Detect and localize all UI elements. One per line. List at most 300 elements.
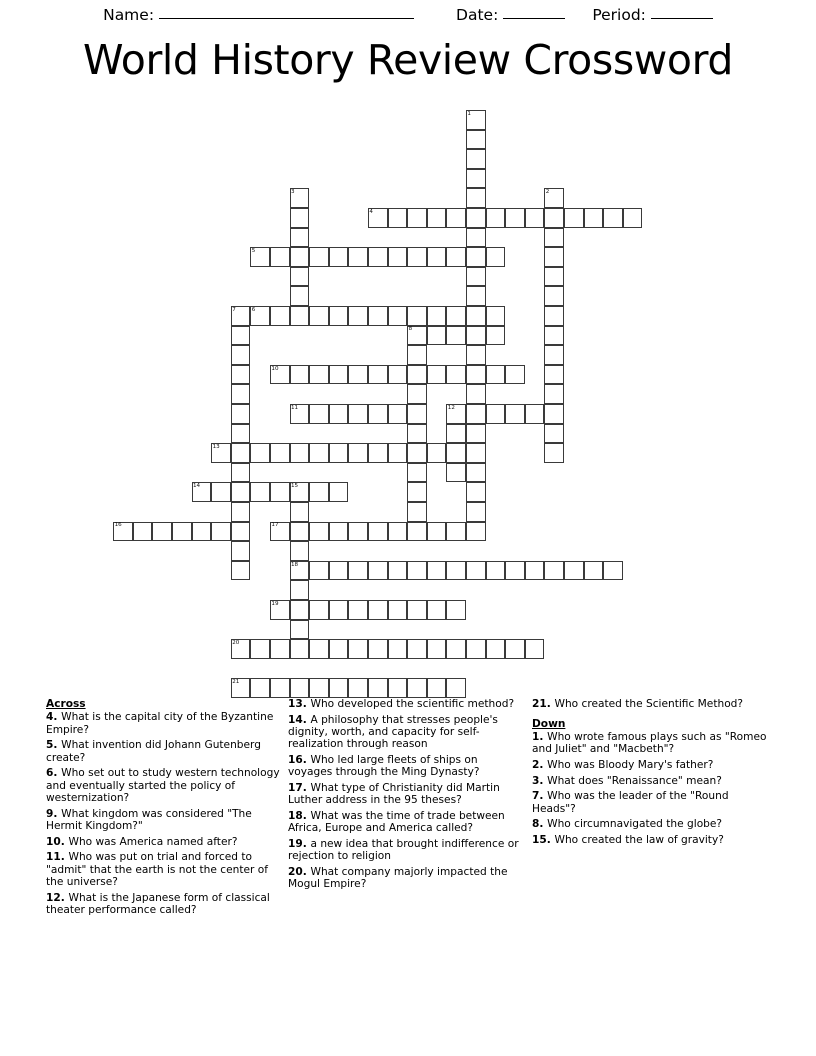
crossword-cell[interactable] [368,522,388,542]
crossword-cell[interactable] [466,424,486,444]
crossword-cell[interactable] [466,326,486,346]
crossword-cell[interactable] [407,326,427,346]
crossword-cell[interactable] [329,639,349,659]
crossword-cell[interactable] [329,365,349,385]
crossword-cell[interactable] [544,247,564,267]
down-heading: Down [532,717,566,730]
crossword-cell[interactable] [486,365,506,385]
crossword-cell[interactable] [231,678,251,698]
crossword-cell[interactable] [446,639,466,659]
crossword-cell[interactable] [348,306,368,326]
crossword-cell[interactable] [446,463,466,483]
cell-number-16: 16 [114,522,122,529]
crossword-cell[interactable] [231,522,251,542]
crossword-cell[interactable] [623,208,643,228]
crossword-cell[interactable] [368,678,388,698]
clue-number: 14. [288,713,311,726]
clue-text: What is the Japanese form of classical theater performance called? [46,891,270,917]
clue-item [532,790,772,815]
crossword-cell[interactable] [388,443,408,463]
crossword-cell[interactable] [427,678,447,698]
crossword-cell[interactable] [486,404,506,424]
crossword-cell[interactable] [329,404,349,424]
crossword-cell[interactable] [407,404,427,424]
clue-item [46,851,286,888]
crossword-cell[interactable] [427,600,447,620]
crossword-cell[interactable] [231,541,251,561]
crossword-cell[interactable] [270,639,290,659]
crossword-cell[interactable] [466,365,486,385]
clue-text: Who wrote famous plays such as "Romeo and Juliet" and "Macbeth"? [532,731,767,756]
crossword-cell[interactable] [133,522,153,542]
crossword-cell[interactable] [290,482,310,502]
crossword-cell[interactable] [329,522,349,542]
crossword-cell[interactable] [348,639,368,659]
crossword-cell[interactable] [368,208,388,228]
cell-number-17: 17 [271,522,279,529]
crossword-cell[interactable] [309,561,329,581]
cell-number-15: 15 [291,483,299,490]
crossword-cell[interactable] [486,306,506,326]
clue-text: What was the time of trade between Africa, Europe and America called? [288,810,505,835]
crossword-cell[interactable] [466,561,486,581]
crossword-cell[interactable] [446,522,466,542]
clue-text: Who developed the scientific method? [310,698,515,710]
crossword-cell[interactable] [388,561,408,581]
crossword-cell[interactable] [564,561,584,581]
crossword-cell[interactable] [231,326,251,346]
crossword-cell[interactable] [466,522,486,542]
crossword-cell[interactable] [368,639,388,659]
crossword-cell[interactable] [603,208,623,228]
cell-number-8: 8 [408,326,413,333]
crossword-cell[interactable] [427,443,447,463]
crossword-cell[interactable] [290,561,310,581]
clue-text: a new idea that brought indifference or rejection to religion [288,838,519,863]
crossword-cell[interactable] [368,404,388,424]
crossword-cell[interactable] [348,443,368,463]
crossword-cell[interactable] [388,522,408,542]
crossword-cell[interactable] [290,620,310,640]
crossword-cell[interactable] [329,443,349,463]
crossword-cell[interactable] [544,365,564,385]
clue-number: 7. [532,790,548,803]
crossword-cell[interactable] [486,639,506,659]
crossword-cell[interactable] [446,561,466,581]
clue-item [532,834,772,846]
crossword-cell[interactable] [544,267,564,287]
clue-text: Who created the law of gravity? [554,833,724,846]
crossword-cell[interactable] [348,404,368,424]
cell-number-7: 7 [232,306,236,313]
crossword-cell[interactable] [348,365,368,385]
crossword-cell[interactable] [407,247,427,267]
crossword-cell[interactable] [466,306,486,326]
clue-number: 11. [46,851,69,864]
cell-number-10: 10 [271,365,279,372]
cell-number-5: 5 [251,248,256,254]
crossword-cell[interactable] [348,522,368,542]
cell-number-13: 13 [212,444,220,450]
crossword-cell[interactable] [368,247,388,267]
crossword-cell[interactable] [270,247,290,267]
crossword-cell[interactable] [544,404,564,424]
crossword-cell[interactable] [290,404,310,424]
crossword-cell[interactable] [544,188,564,208]
crossword-cell[interactable] [544,286,564,306]
crossword-cell[interactable] [446,424,466,444]
across-heading: Across [46,698,86,710]
crossword-cell[interactable] [446,404,466,424]
crossword-cell[interactable] [466,482,486,502]
crossword-cell[interactable] [290,306,310,326]
crossword-cell[interactable] [544,345,564,365]
cell-number-18: 18 [291,561,299,568]
crossword-cell[interactable] [388,678,408,698]
crossword-cell[interactable] [309,306,329,326]
crossword-cell[interactable] [309,482,329,502]
crossword-cell[interactable] [466,188,486,208]
crossword-cell[interactable] [290,541,310,561]
clue-text: Who set out to study western technology and eventually started the policy of westernization? [46,767,280,805]
crossword-cell[interactable] [525,208,545,228]
crossword-cell[interactable] [270,306,290,326]
crossword-cell[interactable] [466,267,486,287]
crossword-cell[interactable] [427,365,447,385]
period-blank-line[interactable] [651,18,713,19]
crossword-cell[interactable] [388,639,408,659]
crossword-cell[interactable] [466,208,486,228]
crossword-cell[interactable] [231,345,251,365]
crossword-cell[interactable] [486,208,506,228]
crossword-cell[interactable] [446,365,466,385]
clue-text: Who was Bloody Mary's father? [547,759,714,771]
crossword-cell[interactable] [427,561,447,581]
crossword-cell[interactable] [309,365,329,385]
crossword-cell[interactable] [231,384,251,404]
crossword-cell[interactable] [309,639,329,659]
crossword-cell[interactable] [211,522,231,542]
crossword-cell[interactable] [329,306,349,326]
crossword-cell[interactable] [388,306,408,326]
clue-number: 15. [532,833,555,846]
clue-text: What does "Renaissance" mean? [547,774,722,787]
crossword-cell[interactable] [486,247,506,267]
crossword-cell[interactable] [407,522,427,542]
crossword-cell[interactable] [290,522,310,542]
clues-section [0,698,816,968]
crossword-cell[interactable] [407,443,427,463]
crossword-cell[interactable] [407,502,427,522]
crossword-cell[interactable] [446,247,466,267]
clue-item [532,698,772,710]
cell-number-6: 6 [251,306,256,313]
crossword-cell[interactable] [603,561,623,581]
crossword-cell[interactable] [290,188,310,208]
crossword-cell[interactable] [290,580,310,600]
clue-item [46,739,286,764]
crossword-cell[interactable] [466,228,486,248]
crossword-cell[interactable] [466,443,486,463]
crossword-cell[interactable] [270,600,290,620]
crossword-cell[interactable] [172,522,192,542]
crossword-cell[interactable] [270,482,290,502]
crossword-cell[interactable] [309,404,329,424]
crossword-cell[interactable] [388,404,408,424]
crossword-cell[interactable] [348,600,368,620]
crossword-cell[interactable] [525,404,545,424]
crossword-cell[interactable] [544,424,564,444]
crossword-cell[interactable] [388,247,408,267]
crossword-cell[interactable] [348,561,368,581]
crossword-cell[interactable] [329,678,349,698]
crossword-cell[interactable] [446,678,466,698]
crossword-cell[interactable] [290,365,310,385]
crossword-cell[interactable] [250,443,270,463]
crossword-cell[interactable] [427,247,447,267]
clue-item [288,866,523,891]
crossword-cell[interactable] [290,286,310,306]
crossword-cell[interactable] [466,384,486,404]
clue-text: Who was the leader of the "Round Heads"? [532,790,729,815]
crossword-cell[interactable] [290,502,310,522]
crossword-cell[interactable] [348,247,368,267]
crossword-cell[interactable] [270,443,290,463]
clue-text: What type of Christianity did Martin Luther address in the 95 theses? [288,782,500,807]
crossword-cell[interactable] [388,600,408,620]
crossword-cell[interactable] [446,306,466,326]
crossword-cell[interactable] [388,208,408,228]
clue-text: Who created the Scientific Method? [554,698,744,710]
clue-item [46,767,286,804]
clue-text: What invention did Johann Gutenberg create? [46,739,261,764]
crossword-cell[interactable] [446,208,466,228]
cell-number-19: 19 [271,600,279,607]
crossword-cell[interactable] [407,600,427,620]
clue-item [46,711,286,736]
crossword-cell[interactable] [505,639,525,659]
crossword-cell[interactable] [368,443,388,463]
crossword-cell[interactable] [329,482,349,502]
crossword-cell[interactable] [525,639,545,659]
crossword-cell[interactable] [368,365,388,385]
worksheet-header [0,0,816,30]
crossword-cell[interactable] [231,424,251,444]
crossword-cell[interactable] [407,306,427,326]
crossword-cell[interactable] [427,522,447,542]
crossword-cell[interactable] [309,600,329,620]
crossword-cell[interactable] [505,561,525,581]
crossword-cell[interactable] [309,443,329,463]
crossword-cell[interactable] [427,639,447,659]
page-title: World History Review Crossword [83,36,733,84]
clue-number: 16. [288,754,311,766]
crossword-cell[interactable] [348,678,368,698]
crossword-cell[interactable] [407,561,427,581]
crossword-cell[interactable] [231,365,251,385]
crossword-cell[interactable] [466,247,486,267]
crossword-cell[interactable] [290,228,310,248]
crossword-cell[interactable] [466,463,486,483]
clue-number: 18. [288,810,311,822]
crossword-cell[interactable] [446,600,466,620]
cell-number-2: 2 [545,189,550,196]
crossword-cell[interactable] [270,365,290,385]
crossword-cell[interactable] [466,502,486,522]
crossword-cell[interactable] [466,110,486,130]
crossword-cell[interactable] [329,600,349,620]
clue-number: 6. [46,767,62,780]
period-field [592,6,713,24]
crossword-cell[interactable] [388,365,408,385]
crossword-cell[interactable] [192,522,212,542]
crossword-cell[interactable] [407,208,427,228]
crossword-cell[interactable] [486,561,506,581]
crossword-cell[interactable] [544,384,564,404]
crossword-cell[interactable] [290,443,310,463]
crossword-cell[interactable] [466,404,486,424]
crossword-cell[interactable] [544,228,564,248]
crossword-cell[interactable] [427,208,447,228]
clue-item [288,838,523,863]
crossword-cell[interactable] [427,306,447,326]
clue-text: Who was America named after? [68,835,238,848]
crossword-cell[interactable] [309,678,329,698]
clue-text: Who circumnavigated the globe? [547,818,723,831]
crossword-cell[interactable] [231,639,251,659]
crossword-cell[interactable] [544,208,564,228]
date-label: Date: [456,6,499,24]
crossword-cell[interactable] [231,502,251,522]
crossword-cell[interactable] [505,404,525,424]
crossword-cell[interactable] [231,482,251,502]
crossword-cell[interactable] [407,678,427,698]
crossword-cell[interactable] [329,247,349,267]
crossword-cell[interactable] [544,306,564,326]
clue-text: Who was put on trial and forced to "admit" that the earth is not the center of the universe? [46,851,268,889]
crossword-cell[interactable] [329,561,349,581]
crossword-cell[interactable] [270,678,290,698]
crossword-cell[interactable] [290,208,310,228]
crossword-cell[interactable] [250,482,270,502]
crossword-cell[interactable] [290,267,310,287]
clue-item [288,810,523,835]
cell-number-12: 12 [447,404,455,411]
crossword-cell[interactable] [231,561,251,581]
crossword-cell[interactable] [407,463,427,483]
crossword-cell[interactable] [368,561,388,581]
crossword-cell[interactable] [505,208,525,228]
crossword-cell[interactable] [211,482,231,502]
crossword-cell[interactable] [466,149,486,169]
clue-text: What kingdom was considered "The Hermit Kingdom?" [46,807,252,833]
clue-number: 2. [532,759,548,771]
clue-item [532,818,772,830]
name-blank-line[interactable] [159,18,414,19]
crossword-cell[interactable] [250,639,270,659]
crossword-cell[interactable] [192,482,212,502]
crossword-cell[interactable] [250,247,270,267]
crossword-cell[interactable] [368,306,388,326]
crossword-cell[interactable] [584,561,604,581]
crossword-cell[interactable] [544,561,564,581]
crossword-cell[interactable] [407,482,427,502]
crossword-cell[interactable] [290,247,310,267]
clue-number: 13. [288,698,311,710]
crossword-cell[interactable] [584,208,604,228]
crossword-cell[interactable] [466,169,486,189]
crossword-cell[interactable] [466,286,486,306]
name-field [103,6,414,24]
clue-item [532,731,772,756]
crossword-cell[interactable] [407,384,427,404]
clue-text: Who led large fleets of ships on voyages through the Ming Dynasty? [288,754,480,779]
clue-item [46,892,286,917]
clue-number: 8. [532,818,548,831]
crossword-cell[interactable] [407,365,427,385]
crossword-cell[interactable] [505,365,525,385]
crossword-cell[interactable] [290,600,310,620]
clue-number: 5. [46,739,62,752]
crossword-cell[interactable] [211,443,231,463]
cell-number-20: 20 [232,640,240,646]
period-label: Period: [592,6,646,24]
crossword-cell[interactable] [368,600,388,620]
crossword-cell[interactable] [466,345,486,365]
crossword-cell[interactable] [407,345,427,365]
clue-number: 21. [532,698,555,710]
crossword-cell[interactable] [231,404,251,424]
cell-number-3: 3 [291,189,295,196]
crossword-cell[interactable] [231,463,251,483]
crossword-cell[interactable] [446,443,466,463]
crossword-cell[interactable] [486,326,506,346]
date-blank-line[interactable] [503,18,565,19]
clue-text: What company majorly impacted the Mogul Empire? [288,866,508,891]
cell-number-1: 1 [467,110,471,117]
name-label: Name: [103,6,155,24]
crossword-cell[interactable] [466,639,486,659]
crossword-cell[interactable] [290,678,310,698]
clue-number: 9. [46,807,62,820]
crossword-cell[interactable] [309,247,329,267]
crossword-cell[interactable] [231,306,251,326]
crossword-cell[interactable] [427,326,447,346]
clue-item [288,754,523,779]
crossword-grid[interactable] [0,100,816,700]
crossword-cell[interactable] [525,561,545,581]
crossword-cell[interactable] [466,130,486,150]
clues-column-3 [532,698,772,849]
crossword-cell[interactable] [290,639,310,659]
crossword-cell[interactable] [564,208,584,228]
clue-text: What is the capital city of the Byzantine Empire? [46,711,274,736]
crossword-cell[interactable] [250,306,270,326]
crossword-cell[interactable] [446,326,466,346]
crossword-cell[interactable] [113,522,133,542]
crossword-cell[interactable] [544,326,564,346]
crossword-cell[interactable] [231,443,251,463]
crossword-cell[interactable] [309,522,329,542]
clue-item [288,782,523,807]
crossword-cell[interactable] [407,424,427,444]
clues-column-2 [288,698,523,894]
crossword-cell[interactable] [407,639,427,659]
crossword-cell[interactable] [270,522,290,542]
crossword-cell[interactable] [544,443,564,463]
crossword-cell[interactable] [250,678,270,698]
crossword-cell[interactable] [152,522,172,542]
